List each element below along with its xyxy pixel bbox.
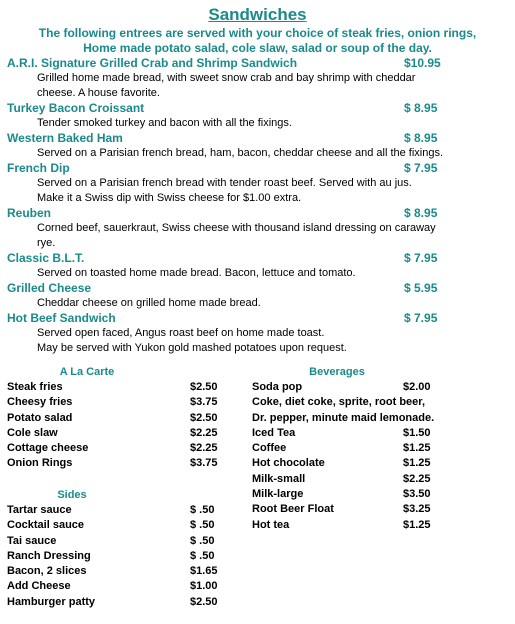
sandwich-price: $ 5.95 <box>404 281 438 295</box>
item-price: $2.50 <box>190 411 218 424</box>
sandwich-price: $ 7.95 <box>404 251 438 265</box>
alacarte-row <box>7 411 237 426</box>
sandwich-item <box>7 131 512 161</box>
sandwich-price: $10.95 <box>404 56 441 70</box>
sides-row <box>7 518 237 533</box>
sides-row <box>7 549 237 564</box>
sandwich-item <box>7 56 512 101</box>
alacarte-row <box>7 380 237 395</box>
item-name: Root Beer Float <box>252 503 334 516</box>
item-price: $1.00 <box>190 580 218 593</box>
sandwich-price: $ 8.95 <box>404 131 438 145</box>
item-name: Soda pop <box>252 381 303 393</box>
beverage-row <box>252 502 512 517</box>
sandwich-item <box>7 251 512 281</box>
alacarte-heading: A La Carte <box>59 366 115 378</box>
sandwich-price: $ 7.95 <box>404 161 438 175</box>
description-line: Served on toasted home made bread. Bacon, lettuce and tomato. <box>37 267 356 279</box>
description-line: Served open faced, Angus roast beef on home made toast. <box>37 327 325 339</box>
item-name: Tai sauce <box>7 534 57 547</box>
sides-row <box>7 534 237 549</box>
sandwich-description <box>7 116 512 131</box>
sides-row <box>7 564 237 579</box>
item-name: Hamburger patty <box>7 595 96 608</box>
item-name: Cottage cheese <box>7 442 89 455</box>
item-price: $3.50 <box>403 488 431 501</box>
description-line: Corned beef, sauerkraut, Swiss cheese with thousand island dressing on caraway <box>37 222 436 234</box>
item-name: Coffee <box>252 442 287 455</box>
sandwich-description <box>7 176 512 206</box>
item-name: Hot tea <box>252 518 290 531</box>
alacarte-row <box>7 456 237 471</box>
item-price: $3.75 <box>190 457 218 470</box>
item-price: $2.25 <box>190 442 218 455</box>
item-price: $ .50 <box>190 519 215 532</box>
sandwich-name: Hot Beef Sandwich <box>7 311 116 325</box>
intro-line-1: The following entrees are served with your choice of steak fries, onion rings, <box>38 26 477 40</box>
beverage-row <box>252 426 512 441</box>
description-line: May be served with Yukon gold mashed potatoes upon request. <box>37 342 347 354</box>
item-name: Cole slaw <box>7 426 58 439</box>
item-name: Milk-small <box>252 472 306 485</box>
sandwich-name: Western Baked Ham <box>7 131 123 145</box>
item-name: Add Cheese <box>7 580 71 593</box>
sandwich-name: Reuben <box>7 206 52 220</box>
item-price: $ .50 <box>190 534 215 547</box>
sandwich-item <box>7 281 512 311</box>
intro-text <box>0 26 515 56</box>
item-name: Cheesy fries <box>7 396 73 409</box>
item-price: $1.25 <box>403 457 431 470</box>
description-line: Cheddar cheese on grilled home made bread. <box>37 297 261 309</box>
beverages-section <box>252 365 512 533</box>
item-price: $1.25 <box>403 518 431 531</box>
sandwich-description <box>7 296 512 311</box>
item-name: Ranch Dressing <box>7 549 91 562</box>
beverage-row <box>252 518 512 533</box>
item-name: Steak fries <box>7 381 63 393</box>
item-price: $3.25 <box>403 503 431 516</box>
item-price: $ .50 <box>190 549 215 562</box>
item-name: Cocktail sauce <box>7 519 85 532</box>
sides-section <box>7 488 237 610</box>
description-line: Served on a Parisian french bread, ham, bacon, cheddar cheese and all the fixings. <box>37 147 444 159</box>
item-price: $1.25 <box>403 442 431 455</box>
item-name: Milk-large <box>252 488 304 501</box>
alacarte-row <box>7 441 237 456</box>
item-price: $1.50 <box>403 426 431 439</box>
item-name: Tartar sauce <box>7 504 72 516</box>
beverage-row <box>252 380 512 395</box>
beverage-row <box>252 456 512 471</box>
page-title: Sandwiches <box>208 5 307 24</box>
soda-flavors-line <box>252 411 512 426</box>
sandwich-name: Grilled Cheese <box>7 281 92 295</box>
item-price: $2.50 <box>190 595 218 608</box>
alacarte-row <box>7 426 237 441</box>
description-line: cheese. A house favorite. <box>37 87 160 99</box>
alacarte-section <box>7 365 237 472</box>
sandwich-price: $ 7.95 <box>404 311 438 325</box>
item-price: $1.65 <box>190 565 218 578</box>
beverage-row <box>252 487 512 502</box>
item-name: Iced Tea <box>252 426 296 439</box>
sandwich-description <box>7 146 512 161</box>
sandwich-description <box>7 71 512 101</box>
sandwich-name: A.R.I. Signature Grilled Crab and Shrimp Sandwich <box>7 56 298 70</box>
description-line: Tender smoked turkey and bacon with all the fixings. <box>37 117 292 129</box>
sandwich-description <box>7 221 512 251</box>
sandwich-name: Turkey Bacon Croissant <box>7 101 145 115</box>
sides-row <box>7 579 237 594</box>
sandwich-item <box>7 206 512 251</box>
item-name: Hot chocolate <box>252 457 325 470</box>
soda-flavors-line <box>252 395 512 410</box>
item-price: $2.25 <box>190 426 218 439</box>
alacarte-row <box>7 395 237 410</box>
beverage-row <box>252 472 512 487</box>
description-line: Grilled home made bread, with sweet snow crab and bay shrimp with cheddar <box>37 72 416 84</box>
item-price: $ .50 <box>190 504 215 516</box>
soda-flavors: Coke, diet coke, sprite, root beer, <box>252 396 425 409</box>
sandwich-description <box>7 326 512 356</box>
item-price: $2.00 <box>403 381 431 393</box>
sides-row <box>7 595 237 610</box>
description-line: Served on a Parisian french bread with tender roast beef. Served with au jus. <box>37 177 412 189</box>
item-price: $3.75 <box>190 396 218 409</box>
item-name: Onion Rings <box>7 457 73 470</box>
description-line: rye. <box>37 237 56 249</box>
sides-heading: Sides <box>57 489 87 501</box>
item-name: Bacon, 2 slices <box>7 565 87 578</box>
beverage-row <box>252 441 512 456</box>
sandwich-item <box>7 311 512 356</box>
sandwich-name: Classic B.L.T. <box>7 251 85 265</box>
soda-flavors: Dr. pepper, minute maid lemonade. <box>252 411 435 424</box>
description-line: Make it a Swiss dip with Swiss cheese for $1.00 extra. <box>37 192 302 204</box>
sandwich-item <box>7 101 512 131</box>
sandwich-item <box>7 161 512 206</box>
item-name: Potato salad <box>7 411 73 424</box>
item-price: $2.25 <box>403 472 431 485</box>
sandwich-name: French Dip <box>7 161 70 175</box>
item-price: $2.50 <box>190 381 218 393</box>
sandwich-price: $ 8.95 <box>404 206 438 220</box>
sandwich-list <box>7 56 512 356</box>
intro-line-2: Home made potato salad, cole slaw, salad or soup of the day. <box>83 41 432 55</box>
beverages-heading: Beverages <box>309 366 365 378</box>
sandwich-description <box>7 266 512 281</box>
sides-row <box>7 503 237 518</box>
sandwich-price: $ 8.95 <box>404 101 438 115</box>
